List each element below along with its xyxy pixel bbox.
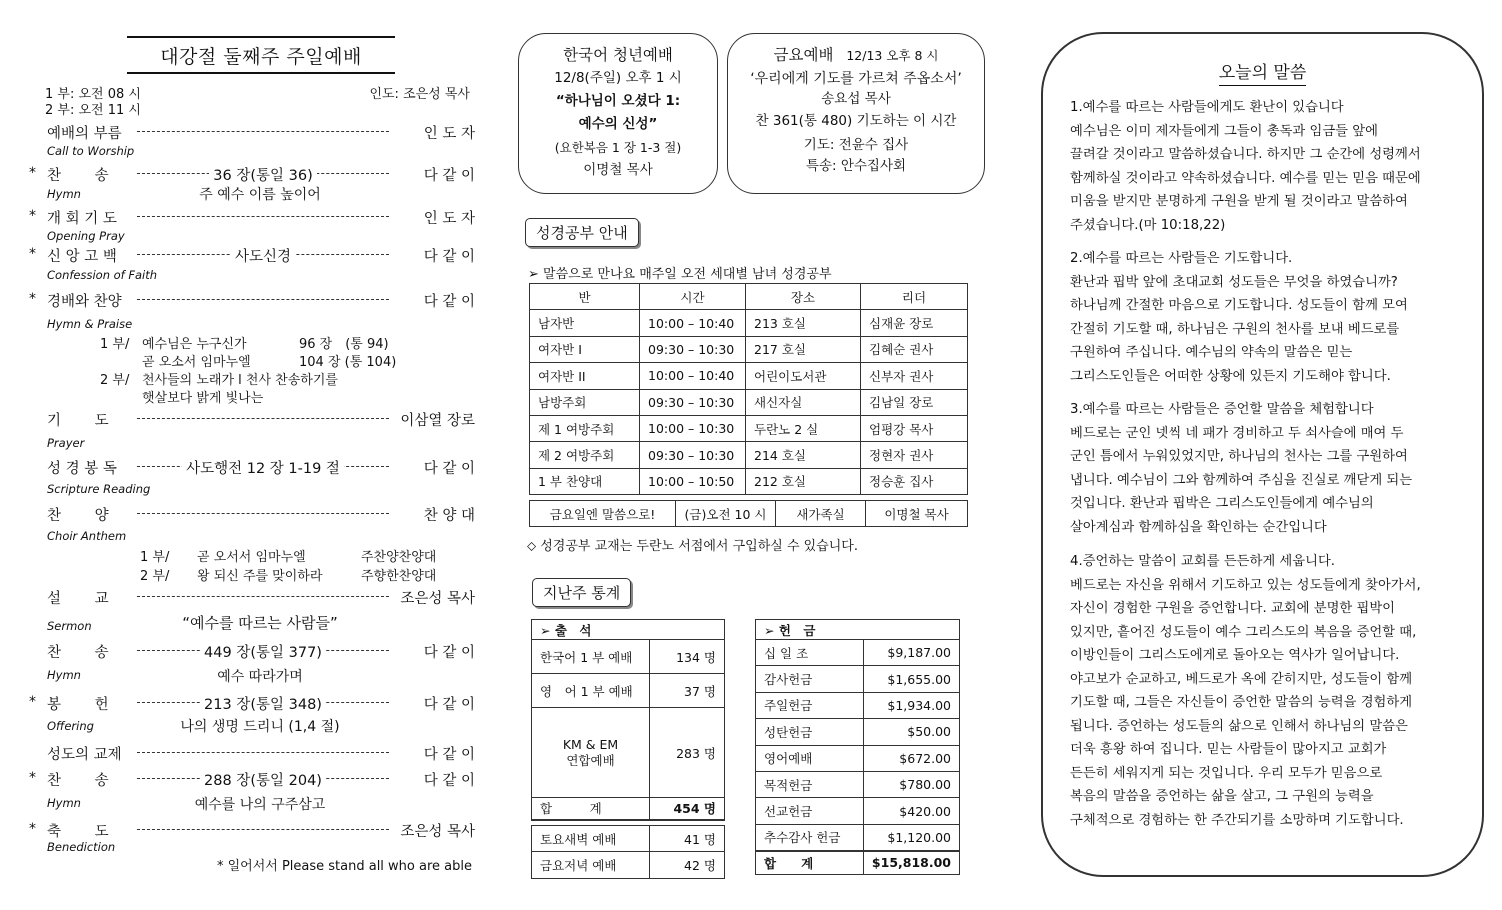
- order-item-name: 찬 송: [47, 773, 109, 789]
- order-item-leader: 다 같 이: [423, 294, 475, 310]
- choir-song-1: 곧 오서서 임마누엘: [197, 550, 306, 565]
- offering-value: $1,120.00: [863, 824, 959, 850]
- order-item: [29, 244, 475, 266]
- word-paragraph-2: [1070, 247, 1465, 388]
- study-cell: 212 호실: [746, 468, 861, 494]
- extra-label-1: 토요새벽 예배: [532, 826, 650, 852]
- leader-dashes: [137, 216, 389, 217]
- study-row: [530, 415, 968, 441]
- order-item-english: Hymn & Praise: [47, 317, 133, 331]
- order-item: [29, 206, 475, 228]
- word-line: 4.증언하는 말씀이 교회를 든든하게 세웁니다.: [1070, 554, 1336, 569]
- word-line: 든든히 세워지게 되는 것입니다. 우리 모두가 믿음으로: [1070, 765, 1383, 781]
- stand-marker: *: [29, 694, 36, 710]
- bible-study-intro: ➢ 말씀으로 만나요 매주일 오전 세대별 남녀 성경공부: [528, 267, 832, 282]
- extra-label-2: 금요저녁 예배: [532, 852, 650, 879]
- order-item-leader: 다 같 이: [423, 249, 475, 265]
- word-line: 냅니다. 예수님이 그와 함께하여 주심을 진실로 깨닫게 되는: [1070, 472, 1413, 488]
- attendance-label-3b: 연합예배: [566, 752, 615, 768]
- study-cell: 여자반 I: [530, 336, 640, 362]
- youth-worship-box: [518, 33, 718, 194]
- attendance-table: [531, 619, 725, 821]
- study-cell: 10:00 – 10:40: [640, 363, 746, 389]
- order-item-name: 성 경 봉 독: [47, 461, 117, 477]
- word-line: 이방인들이 그리스도에게로 돌아오는 역사가 일어납니다.: [1070, 648, 1400, 663]
- attendance-label-2: 영 어 1 부 예배: [532, 674, 650, 708]
- study-cell: 정현자 권사: [861, 442, 968, 468]
- todays-word-box: [1041, 32, 1484, 877]
- study-row: [530, 468, 968, 494]
- study-cell: 심재윤 장로: [861, 310, 968, 336]
- order-item-leader: 조은성 목사: [400, 824, 475, 840]
- offering-label: 십 일 조: [756, 640, 864, 666]
- leader-dashes: [137, 596, 389, 597]
- order-item: [29, 819, 475, 841]
- attendance-label-1: 한국어 1 부 예배: [532, 640, 650, 674]
- leader-dashes: [137, 131, 389, 132]
- attendance-label-3: KM & EM: [562, 736, 619, 752]
- praise-song-2: 곧 오소서 임마누엘: [142, 355, 251, 370]
- order-item-leader: 다 같 이: [423, 773, 475, 789]
- order-item-leader: 조은성 목사: [400, 591, 475, 607]
- order-item-name: 성도의 교제: [47, 747, 122, 763]
- order-item-name: 축 도: [47, 824, 109, 840]
- youth-date: 12/8(주일) 오후 1 시: [554, 70, 682, 86]
- order-item-english: Confession of Faith: [47, 268, 158, 282]
- order-item-english: Opening Pray: [47, 229, 125, 243]
- offering-label: 목적헌금: [756, 771, 864, 797]
- word-line: 있지만, 흩어진 성도들이 예수 그리스도의 복음을 증언할 때,: [1070, 624, 1417, 640]
- study-cell: 제 2 여방주회: [530, 442, 640, 468]
- order-item-leader: 인 도 자: [423, 126, 475, 142]
- word-paragraph-1: [1070, 96, 1465, 237]
- word-line: 간절히 기도할 때, 하나님은 구원의 천사를 보내 베드로를: [1070, 321, 1400, 337]
- offering-value: $1,655.00: [863, 666, 959, 692]
- order-item-detail: 사도신경: [231, 249, 295, 265]
- offering-row: [756, 824, 960, 850]
- word-line: 베드로는 자신을 위해서 기도하고 있는 성도들에게 찾아가서,: [1070, 577, 1421, 593]
- order-item-english: Scripture Reading: [47, 482, 151, 496]
- friday-study-place: 새가족실: [776, 501, 866, 527]
- order-item: [45, 121, 475, 143]
- bible-study-note: ⬦ 성경공부 교재는 두란노 서점에서 구입하실 수 있습니다.: [527, 539, 858, 554]
- order-item-leader: 인 도 자: [423, 211, 475, 227]
- offering-row: [756, 666, 960, 692]
- praise-label-2: 2 부/: [100, 373, 130, 388]
- youth-scripture: (요한복음 1 장 1-3 절): [554, 140, 682, 155]
- word-paragraph-4: [1070, 550, 1465, 832]
- extra-value-2: 42 명: [650, 852, 725, 879]
- order-item-detail: 사도행전 12 장 1-19 절: [182, 461, 344, 477]
- order-item-leader: 찬 양 대: [423, 508, 475, 524]
- word-line: 미움을 받지만 분명하게 구원을 받게 될 것이라고 말씀하여: [1070, 194, 1408, 209]
- study-cell: 엄평강 목사: [861, 415, 968, 441]
- service-time-2: 2 부: 오전 11 시: [45, 103, 141, 118]
- stand-marker: *: [29, 246, 36, 262]
- offering-value: $420.00: [863, 798, 959, 824]
- choir-label-1: 1 부/: [140, 550, 170, 565]
- offering-label: 영어예배: [756, 745, 864, 771]
- order-item-leader: 다 같 이: [423, 461, 475, 477]
- study-cell: 10:00 – 10:50: [640, 468, 746, 494]
- order-item-name: 신 앙 고 백: [47, 249, 117, 265]
- bible-study-tag: 성경공부 안내: [525, 218, 639, 247]
- extra-attendance-table: [531, 825, 725, 879]
- offering-value: $1,934.00: [863, 692, 959, 718]
- order-item: [45, 586, 475, 608]
- study-cell: 10:00 – 10:40: [640, 310, 746, 336]
- youth-sermon-2: 예수의 신성”: [578, 116, 658, 132]
- word-line: 살아계심과 함께하심을 확인하는 순간입니다: [1070, 519, 1327, 535]
- extra-value-1: 41 명: [650, 826, 725, 852]
- attendance-total-label: 합 계: [532, 798, 650, 820]
- friday-study-row: [529, 500, 968, 527]
- offering-row: [756, 692, 960, 718]
- study-cell: 남자반: [530, 310, 640, 336]
- friday-date: 12/13 오후 8 시: [846, 48, 939, 63]
- study-header-leader: 리더: [861, 284, 968, 310]
- study-row: [530, 442, 968, 468]
- study-row: [530, 389, 968, 415]
- stand-note: * 일어서서 Please stand all who are able: [216, 859, 472, 874]
- friday-title: 금요예배: [773, 46, 834, 64]
- choir-group-2: 주향한찬양대: [361, 569, 437, 584]
- study-cell: 신부자 권사: [861, 363, 968, 389]
- word-line: 함께하실 것이라고 약속하셨습니다. 예수를 믿는 믿음 때문에: [1070, 170, 1421, 186]
- study-header-place: 장소: [746, 284, 861, 310]
- order-item-english: Choir Anthem: [47, 529, 127, 543]
- leader-dashes: [137, 829, 389, 830]
- study-cell: 새신자실: [746, 389, 861, 415]
- study-cell: 09:30 – 10:30: [640, 336, 746, 362]
- friday-study-time: (금)오전 10 시: [676, 501, 776, 527]
- offering-label: 선교헌금: [756, 798, 864, 824]
- order-item-leader: 다 같 이: [423, 168, 475, 184]
- offering-value: $9,187.00: [863, 640, 959, 666]
- stand-marker: *: [29, 208, 36, 224]
- study-cell: 217 호실: [746, 336, 861, 362]
- word-line: 끌려갈 것이라고 말씀하셨습니다. 하지만 그 순간에 성령께서: [1070, 147, 1421, 162]
- order-item: [29, 692, 475, 714]
- friday-speaker: 송요섭 목사: [821, 91, 891, 107]
- word-line: 더욱 흥왕 하여 집니다. 믿는 사람들이 많아지고 교회가: [1070, 742, 1387, 757]
- offering-row: [756, 719, 960, 745]
- study-header-class: 반: [530, 284, 640, 310]
- page-title: 대강절 둘째주 주일예배: [127, 36, 395, 74]
- word-line: 야고보가 순교하고, 베드로가 옥에 갇히지만, 성도들이 함께: [1070, 671, 1413, 687]
- order-item-name: 기 도: [47, 413, 109, 429]
- leader-dashes: [137, 752, 389, 753]
- study-cell: 1 부 찬양대: [530, 468, 640, 494]
- word-line: 베드로는 군인 넷씩 네 패가 경비하고 두 쇠사슬에 매여 두: [1070, 425, 1404, 441]
- worship-leader: 인도: 조은성 목사: [369, 87, 470, 102]
- study-cell: 10:00 – 10:30: [640, 415, 746, 441]
- offering-row: [756, 771, 960, 797]
- study-cell: 두란노 2 실: [746, 415, 861, 441]
- order-item-leader: 다 같 이: [423, 747, 475, 763]
- order-item-name: 개 회 기 도: [47, 211, 117, 227]
- order-item-english: Prayer: [47, 436, 85, 450]
- word-line: 기도할 때, 그들은 자신들이 증언한 말씀의 능력을 경험하게: [1070, 695, 1413, 710]
- order-item-detail: 36 장(통일 36): [209, 168, 316, 184]
- word-line: 구체적으로 경험하는 한 주간되기를 소망하며 기도합니다.: [1070, 812, 1404, 828]
- order-item-english: Hymn: [47, 668, 81, 682]
- order-item-name: 설 교: [47, 591, 109, 607]
- offering-label: 추수감사 헌금: [756, 824, 864, 850]
- study-cell: 정승훈 집사: [861, 468, 968, 494]
- offering-table: [755, 619, 960, 875]
- youth-sermon-1: “하나님이 오셨다 1:: [555, 93, 681, 109]
- order-item-detail: 213 장(통일 348): [200, 697, 326, 713]
- study-header-time: 시간: [640, 284, 746, 310]
- stand-marker: *: [29, 165, 36, 181]
- order-item-name: 예배의 부름: [47, 126, 122, 142]
- attendance-value-1: 134 명: [650, 640, 725, 674]
- study-row: [530, 336, 968, 362]
- offering-value: $672.00: [863, 745, 959, 771]
- choir-group-1: 주찬양찬양대: [361, 550, 437, 565]
- offering-label: 주일헌금: [756, 692, 864, 718]
- offering-value: $780.00: [863, 771, 959, 797]
- stand-marker: *: [29, 291, 36, 307]
- study-cell: 제 1 여방주회: [530, 415, 640, 441]
- order-item: [45, 408, 475, 430]
- order-item-english: Offering: [47, 719, 94, 733]
- friday-prayer: 기도: 전윤수 집사: [803, 137, 909, 153]
- study-cell: 214 호실: [746, 442, 861, 468]
- offering-row: [756, 798, 960, 824]
- stats-tag: 지난주 통계: [532, 578, 631, 607]
- praise-song-3: 천사들의 노래가 l 천사 찬송하기를: [142, 373, 338, 388]
- attendance-value-2: 37 명: [650, 674, 725, 708]
- order-item-detail: 449 장(통일 377): [200, 645, 326, 661]
- todays-word-title: 오늘의 말씀: [1219, 63, 1307, 86]
- order-item: [45, 640, 475, 662]
- bible-study-table: [529, 283, 968, 495]
- order-item-name: 찬 양: [47, 508, 109, 524]
- friday-study-name: 금요일엔 말씀으로!: [530, 501, 676, 527]
- youth-title: 한국어 청년예배: [563, 46, 673, 64]
- word-line: 자신이 경험한 구원을 증언합니다. 교회에 분명한 핍박이: [1070, 601, 1396, 616]
- word-line: 군인 틈에서 누워있었지만, 하나님의 천사는 그를 구원하여: [1070, 449, 1408, 464]
- word-line: 2.예수를 따르는 사람들은 기도합니다.: [1070, 251, 1293, 266]
- praise-song-1: 예수님은 누구신가: [142, 337, 247, 352]
- order-item-english: Benediction: [47, 840, 116, 854]
- order-item-english: Sermon: [47, 619, 92, 633]
- order-item-subtitle: 나의 생명 드리니 (1,4 절): [180, 719, 340, 735]
- order-item-name: 경배와 찬양: [47, 294, 122, 310]
- order-item-leader: 다 같 이: [423, 697, 475, 713]
- attendance-total: 454 명: [650, 798, 725, 820]
- choir-label-2: 2 부/: [140, 569, 170, 584]
- choir-song-2: 왕 되신 주를 맞이하라: [197, 569, 323, 584]
- study-cell: 여자반 II: [530, 363, 640, 389]
- study-cell: 김혜순 권사: [861, 336, 968, 362]
- friday-hymn: 찬 361(통 480) 기도하는 이 시간: [755, 113, 957, 129]
- offering-row: [756, 640, 960, 666]
- word-paragraph-3: [1070, 398, 1465, 539]
- offering-label: 성탄헌금: [756, 719, 864, 745]
- order-item-subtitle: “예수를 따르는 사람들”: [182, 614, 338, 632]
- word-line: 됩니다. 증언하는 성도들의 삶으로 인해서 하나님의 말씀은: [1070, 718, 1408, 734]
- study-row: [530, 310, 968, 336]
- study-cell: 09:30 – 10:30: [640, 442, 746, 468]
- stand-marker: *: [29, 821, 36, 837]
- study-cell: 09:30 – 10:30: [640, 389, 746, 415]
- order-item-leader: 이삼열 장로: [400, 413, 475, 429]
- word-line: 것입니다. 환난과 핍박은 그리스도인들에게 예수님의: [1070, 496, 1374, 511]
- offering-label: 감사헌금: [756, 666, 864, 692]
- friday-special: 특송: 안수집사회: [805, 158, 907, 174]
- praise-label-1: 1 부/: [100, 337, 130, 352]
- word-line: 구원하여 주십니다. 예수님의 약속의 말씀은 믿는: [1070, 345, 1353, 360]
- attendance-header: ➢ 출 석: [532, 620, 725, 640]
- order-item-english: Hymn: [47, 796, 81, 810]
- praise-num-1: 96 장 (통 94): [299, 337, 389, 352]
- order-item-subtitle: 예수를 나의 구주삼고: [194, 797, 326, 813]
- offering-total-label: 합 계: [756, 851, 864, 875]
- friday-theme: ‘우리에게 기도를 가르쳐 주옵소서’: [750, 71, 962, 87]
- offering-value: $50.00: [863, 719, 959, 745]
- order-item-name: 봉 헌: [47, 697, 109, 713]
- study-row: [530, 363, 968, 389]
- word-line: 예수님은 이미 제자들에게 그들이 총독과 임금들 앞에: [1070, 123, 1378, 139]
- word-line: 주셨습니다.(마 10:18,22): [1070, 217, 1226, 233]
- order-item: [45, 742, 475, 764]
- order-item-subtitle: 주 예수 이름 높이어: [199, 187, 321, 203]
- word-line: 하나님께 간절한 마음으로 기도합니다. 성도들이 함께 모여: [1070, 298, 1408, 313]
- offering-header: ➢ 헌 금: [756, 620, 960, 640]
- word-line: 그리스도인들은 어떠한 상황에 있든지 기도해야 합니다.: [1070, 368, 1391, 384]
- order-item-name: 찬 송: [47, 645, 109, 661]
- youth-preacher: 이명철 목사: [583, 162, 653, 178]
- praise-song-4: 햇살보다 밝게 빛나는: [142, 391, 264, 406]
- praise-num-2: 104 장 (통 104): [299, 355, 397, 370]
- leader-dashes: [137, 513, 389, 514]
- offering-row: [756, 745, 960, 771]
- order-item-subtitle: 예수 따라가며: [217, 669, 303, 685]
- attendance-value-3: 283 명: [650, 708, 725, 798]
- order-item-english: Hymn: [47, 187, 81, 201]
- order-item: [45, 503, 475, 525]
- order-item-name: 찬 송: [47, 168, 109, 184]
- friday-worship-box: [727, 33, 985, 194]
- order-item-english: Call to Worship: [47, 144, 135, 158]
- study-cell: 어린이도서관: [746, 363, 861, 389]
- word-line: 복음의 말씀을 증언하는 삶을 살고, 그 구원의 능력을: [1070, 789, 1374, 804]
- order-of-worship: [29, 30, 475, 890]
- word-line: 1.예수를 따르는 사람들에게도 환난이 있습니다: [1070, 100, 1344, 115]
- word-line: 3.예수를 따르는 사람들은 증언할 말씀을 체험합니다: [1070, 402, 1374, 417]
- study-cell: 213 호실: [746, 310, 861, 336]
- study-cell: 남방주회: [530, 389, 640, 415]
- word-line: 환난과 핍박 앞에 초대교회 성도들은 무엇을 하였습니까?: [1070, 274, 1398, 290]
- stand-marker: *: [29, 770, 36, 786]
- leader-dashes: [137, 299, 389, 300]
- order-item: [29, 289, 475, 311]
- leader-dashes: [137, 418, 389, 419]
- order-item: [45, 456, 475, 478]
- study-cell: 김남일 장로: [861, 389, 968, 415]
- service-time-1: 1 부: 오전 08 시: [45, 87, 141, 102]
- order-item: [29, 163, 475, 185]
- order-item-detail: 288 장(통일 204): [200, 773, 326, 789]
- order-item-leader: 다 같 이: [423, 645, 475, 661]
- order-item: [29, 768, 475, 790]
- friday-study-leader: 이명철 목사: [866, 501, 968, 527]
- offering-total: $15,818.00: [863, 851, 959, 875]
